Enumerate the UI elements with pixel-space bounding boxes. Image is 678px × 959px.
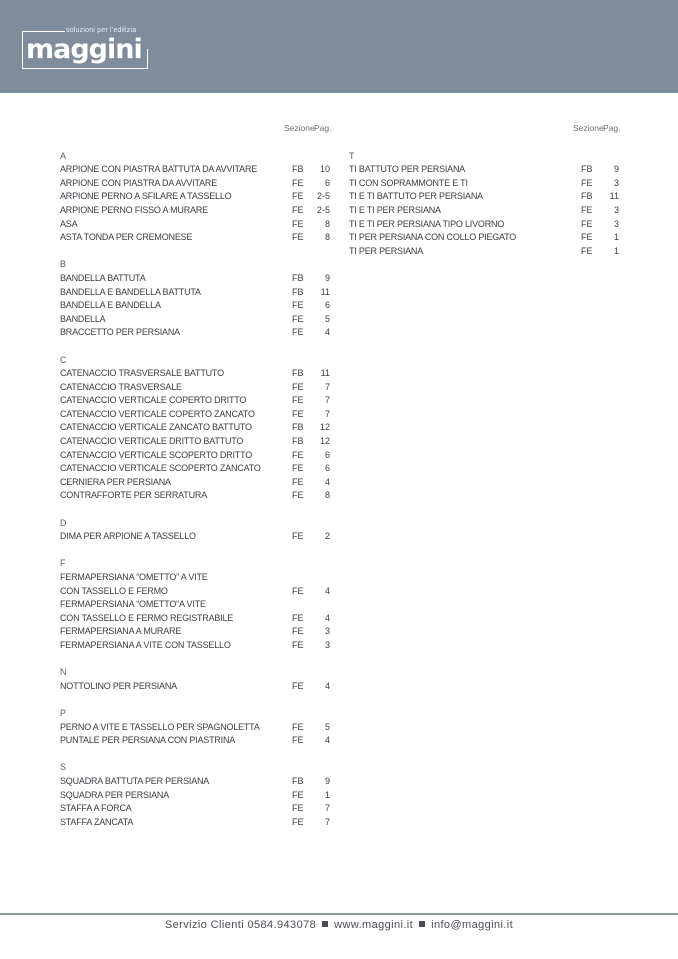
index-entry[interactable]: [60, 680, 332, 694]
entry-name: ASTA TONDA PER CREMONESE: [60, 232, 193, 243]
maggini-logo: [22, 24, 148, 70]
section-column-label: Sezione: [284, 123, 315, 133]
entry-section: FE: [292, 612, 304, 623]
entry-page: 1: [324, 789, 330, 800]
entry-section: FE: [581, 177, 593, 188]
page-column-label: Pag.: [603, 123, 621, 133]
entry-name: TI E TI BATTUTO PER PERSIANA: [349, 191, 483, 202]
index-entry[interactable]: [60, 625, 332, 639]
entry-page: 10: [319, 164, 330, 175]
entry-name: TI BATTUTO PER PERSIANA: [349, 164, 466, 175]
index-entry[interactable]: [60, 421, 332, 435]
entry-name: ARPIONE CON PIASTRA DA AVVITARE: [60, 177, 218, 188]
entry-section: FE: [581, 218, 593, 229]
entry-page: 3: [324, 626, 330, 637]
index-entry[interactable]: [60, 231, 332, 245]
index-entry[interactable]: [60, 530, 332, 544]
index-groups-right: [349, 150, 621, 259]
entry-page: 7: [324, 816, 330, 827]
entry-section: FB: [581, 164, 593, 175]
entry-name: TI PER PERSIANA CON COLLO PIEGATO: [349, 232, 517, 243]
entry-name: CATENACCIO TRASVERSALE: [60, 381, 182, 392]
index-entry[interactable]: [60, 190, 332, 204]
index-entry[interactable]: [349, 204, 621, 218]
column-header-left: [60, 122, 332, 136]
entry-page: 2: [324, 531, 330, 542]
page-header: [0, 0, 678, 93]
entry-section: FE: [292, 327, 304, 338]
entry-name: DIMA PER ARPIONE A TASSELLO: [60, 531, 196, 542]
entry-name: BRACCETTO PER PERSIANA: [60, 327, 180, 338]
entry-section: FE: [292, 639, 304, 650]
entry-section: FB: [581, 191, 593, 202]
entry-page: 4: [324, 327, 330, 338]
index-entry[interactable]: [60, 367, 332, 381]
entry-page: 7: [324, 395, 330, 406]
index-entry[interactable]: [349, 231, 621, 245]
logo-frame-right: [147, 49, 148, 69]
section-column-label: Sezione: [573, 123, 604, 133]
entry-page: 11: [609, 191, 619, 202]
index-entry[interactable]: [60, 394, 332, 408]
entry-page: 11: [320, 286, 330, 297]
entry-page: 7: [324, 381, 330, 392]
index-entry[interactable]: [60, 313, 332, 327]
index-entry[interactable]: [60, 381, 332, 395]
entry-name: CATENACCIO VERTICALE COPERTO ZANCATO: [60, 408, 255, 419]
entry-name: TI E TI PER PERSIANA TIPO LIVORNO: [349, 218, 505, 229]
entry-name: BANDELLA: [60, 313, 106, 324]
group-letter: T: [349, 150, 355, 161]
index-entry[interactable]: [60, 177, 332, 191]
index-entry[interactable]: [60, 802, 332, 816]
index-entry[interactable]: [60, 612, 332, 626]
entry-page: 2-5: [316, 204, 330, 215]
entry-name: CATENACCIO VERTICALE ZANCATO BATTUTO: [60, 422, 252, 433]
entry-page: 1: [613, 245, 619, 256]
customer-service-phone: Servizio Clienti 0584.943078: [164, 919, 317, 931]
index-entry[interactable]: [60, 489, 332, 503]
entry-section: FE: [292, 232, 304, 243]
entry-section: FE: [292, 313, 304, 324]
entry-section: FE: [292, 680, 304, 691]
index-entry[interactable]: [60, 476, 332, 490]
entry-name: CATENACCIO VERTICALE SCOPERTO ZANCATO: [60, 463, 261, 474]
column-header-right: [349, 122, 621, 136]
index-group-n: [60, 666, 332, 693]
entry-name: ARPIONE CON PIASTRA BATTUTA DA AVVITARE: [60, 164, 258, 175]
entry-name: TI CON SOPRAMMONTE E TI: [349, 177, 468, 188]
entry-page: 9: [324, 775, 330, 786]
entry-section: FE: [292, 476, 304, 487]
entry-name: ASA: [60, 218, 78, 229]
index-entry[interactable]: [60, 435, 332, 449]
index-group-s: [60, 761, 332, 829]
group-letter: N: [60, 667, 67, 678]
entry-page: 5: [324, 721, 330, 732]
entry-section: FE: [292, 204, 304, 215]
group-letter: F: [60, 558, 66, 569]
entry-name: STAFFA ZANCATA: [60, 816, 134, 827]
entry-page: 8: [324, 490, 330, 501]
index-entry[interactable]: [349, 218, 621, 232]
entry-page: 4: [324, 476, 330, 487]
index-entry[interactable]: [60, 775, 332, 789]
entry-page: 6: [324, 449, 330, 460]
logo-frame-bottom: [22, 68, 148, 69]
entry-name: PERNO A VITE E TASSELLO PER SPAGNOLETTA: [60, 721, 260, 732]
entry-page: 3: [613, 218, 619, 229]
entry-page: 6: [324, 177, 330, 188]
entry-section: FE: [292, 463, 304, 474]
entry-name: BANDELLA E BANDELLA BATTUTA: [60, 286, 201, 297]
entry-page: 4: [324, 735, 330, 746]
entry-page: 12: [319, 422, 330, 433]
logo-tagline: soluzioni per l'edilizia: [66, 27, 137, 34]
footer-divider: [0, 913, 678, 915]
entry-page: 8: [324, 218, 330, 229]
entry-section: FE: [292, 395, 304, 406]
entry-section: FB: [292, 368, 304, 379]
entry-name: CON TASSELLO E FERMO: [60, 585, 168, 596]
index-entry[interactable]: [60, 598, 332, 612]
entry-page: 11: [320, 368, 330, 379]
entry-name: FERMAPERSIANA “OMETTO”A VITE: [60, 599, 206, 610]
entry-page: 7: [324, 803, 330, 814]
entry-section: FE: [292, 735, 304, 746]
index-group-p: [60, 707, 332, 748]
entry-section: FE: [292, 585, 304, 596]
entry-section: FB: [292, 436, 304, 447]
entry-page: 6: [324, 300, 330, 311]
index-group-c: [60, 354, 332, 504]
entry-section: FE: [292, 626, 304, 637]
entry-name: FERMAPERSIANA A MURARE: [60, 626, 182, 637]
entry-name: CATENACCIO VERTICALE COPERTO DRITTO: [60, 395, 247, 406]
index-column-right: [349, 122, 621, 272]
square-bullet-icon: [322, 921, 328, 927]
logo-frame-left: [22, 31, 23, 69]
group-letter: B: [60, 259, 67, 270]
index-entry[interactable]: [60, 585, 332, 599]
index-entry[interactable]: [60, 789, 332, 803]
index-groups-left: [60, 150, 332, 830]
index-entry[interactable]: [60, 571, 332, 585]
entry-page: 1: [613, 232, 619, 243]
entry-page: 8: [324, 232, 330, 243]
entry-name: ARPIONE PERNO FISSO A MURARE: [60, 204, 208, 215]
entry-section: FE: [292, 721, 304, 732]
index-entry[interactable]: [349, 245, 621, 259]
entry-section: FE: [292, 803, 304, 814]
entry-section: FB: [292, 422, 304, 433]
entry-name: NOTTOLINO PER PERSIANA: [60, 680, 177, 691]
entry-name: FERMAPERSIANA A VITE CON TASSELLO: [60, 639, 231, 650]
index-entry[interactable]: [60, 163, 332, 177]
index-entry[interactable]: [60, 272, 332, 286]
index-group-d: [60, 517, 332, 544]
entry-page: 12: [319, 436, 330, 447]
entry-name: ARPIONE PERNO A SFILARE A TASSELLO: [60, 191, 232, 202]
entry-section: FE: [292, 177, 304, 188]
index-entry[interactable]: [349, 190, 621, 204]
entry-name: TI PER PERSIANA: [349, 245, 424, 256]
entry-section: FE: [581, 204, 593, 215]
entry-section: FE: [292, 218, 304, 229]
entry-section: FE: [292, 381, 304, 392]
entry-name: CON TASSELLO E FERMO REGISTRABILE: [60, 612, 234, 623]
index-entry[interactable]: [60, 721, 332, 735]
entry-section: FE: [292, 191, 304, 202]
square-bullet-icon: [419, 921, 425, 927]
entry-page: 2-5: [316, 191, 330, 202]
entry-page: 3: [613, 177, 619, 188]
entry-name: TI E TI PER PERSIANA: [349, 204, 441, 215]
entry-name: CERNIERA PER PERSIANA: [60, 476, 171, 487]
index-entry[interactable]: [60, 286, 332, 300]
index-entry[interactable]: [349, 163, 621, 177]
entry-section: FE: [292, 531, 304, 542]
entry-section: FB: [292, 775, 304, 786]
entry-section: FE: [292, 408, 304, 419]
entry-section: FE: [292, 490, 304, 501]
index-group-f: [60, 557, 332, 652]
group-letter: C: [60, 354, 67, 365]
group-letter: P: [60, 707, 67, 718]
index-column-left: [60, 122, 332, 843]
entry-section: FE: [581, 245, 593, 256]
entry-page: 4: [324, 680, 330, 691]
entry-name: CATENACCIO VERTICALE SCOPERTO DRITTO: [60, 449, 253, 460]
index-group-t: [349, 150, 621, 259]
entry-name: CATENACCIO TRASVERSALE BATTUTO: [60, 368, 224, 379]
entry-page: 3: [324, 639, 330, 650]
entry-section: FE: [292, 300, 304, 311]
entry-name: FERMAPERSIANA “OMETTO” A VITE: [60, 572, 208, 582]
logo-frame-top: [22, 31, 65, 32]
index-entry[interactable]: [60, 734, 332, 748]
index-entry[interactable]: [60, 218, 332, 232]
entry-page: 5: [324, 313, 330, 324]
page-footer: [0, 919, 678, 931]
group-letter: A: [60, 150, 67, 161]
index-group-b: [60, 258, 332, 340]
entry-section: FB: [292, 272, 304, 283]
entry-name: BANDELLA E BANDELLA: [60, 300, 161, 311]
group-letter: D: [60, 517, 67, 528]
index-entry[interactable]: [60, 299, 332, 313]
entry-name: PUNTALE PER PERSIANA CON PIASTRINA: [60, 735, 236, 746]
index-entry[interactable]: [60, 462, 332, 476]
entry-page: 7: [324, 408, 330, 419]
entry-name: SQUADRA BATTUTA PER PERSIANA: [60, 775, 210, 786]
entry-name: SQUADRA PER PERSIANA: [60, 789, 170, 800]
entry-page: 4: [324, 585, 330, 596]
page-column-label: Pag.: [314, 123, 332, 133]
index-entry[interactable]: [60, 408, 332, 422]
entry-name: CATENACCIO VERTICALE DRITTO BATTUTO: [60, 436, 244, 447]
entry-page: 4: [324, 612, 330, 623]
index-entry[interactable]: [60, 639, 332, 653]
entry-section: FE: [292, 449, 304, 460]
logo-brand-name: maggini: [26, 34, 142, 65]
index-group-a: [60, 150, 332, 245]
index-entry[interactable]: [60, 816, 332, 830]
entry-page: 9: [324, 272, 330, 283]
entry-name: BANDELLA BATTUTA: [60, 272, 146, 283]
entry-section: FE: [292, 789, 304, 800]
entry-section: FE: [292, 816, 304, 827]
entry-page: 3: [613, 204, 619, 215]
email-link[interactable]: info@maggini.it: [431, 919, 514, 931]
entry-name: CONTRAFFORTE PER SERRATURA: [60, 490, 207, 501]
entry-section: FE: [581, 232, 593, 243]
index-entry[interactable]: [60, 204, 332, 218]
entry-section: FB: [292, 164, 304, 175]
entry-section: FB: [292, 286, 304, 297]
group-letter: S: [60, 762, 67, 773]
entry-page: 9: [613, 164, 619, 175]
website-link[interactable]: www.maggini.it: [334, 919, 414, 931]
index-entry[interactable]: [60, 449, 332, 463]
index-entry[interactable]: [349, 177, 621, 191]
index-entry[interactable]: [60, 326, 332, 340]
entry-name: STAFFA A FORCA: [60, 803, 132, 814]
entry-page: 6: [324, 463, 330, 474]
